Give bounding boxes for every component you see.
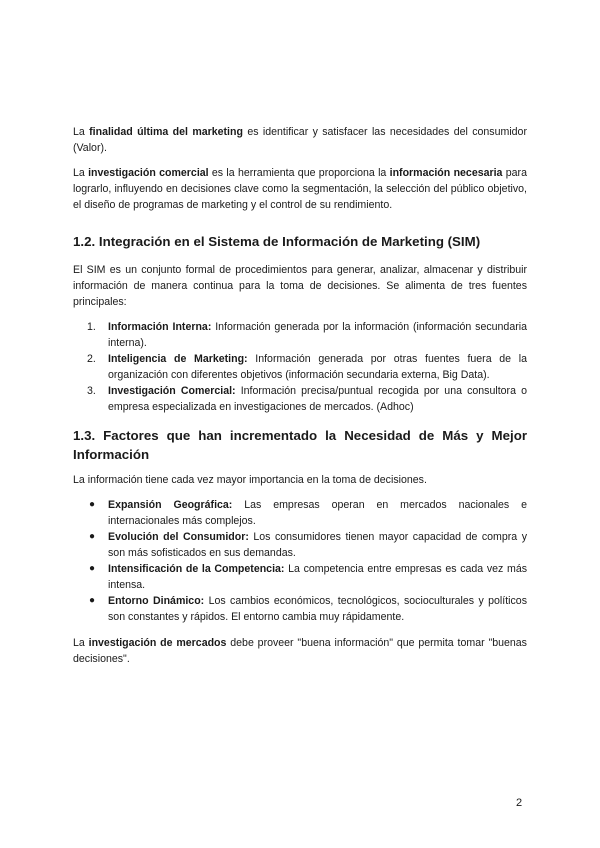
factors-list: [73, 497, 527, 625]
intro-paragraph-2: [73, 165, 527, 213]
factors-paragraph: La información tiene cada vez mayor importancia en la toma de decisiones.: [73, 474, 427, 486]
text: para lograrlo, influyendo en decisiones clave como la segmentación, la selección del público objetivo, el diseño de programas de marketing y el control de su rendimiento.: [73, 167, 527, 211]
list-item: [73, 319, 527, 351]
bullet-icon: ●: [89, 563, 96, 574]
bullet-icon: ●: [89, 499, 96, 510]
list-number: 2.: [87, 353, 96, 365]
bullet-icon: ●: [89, 531, 96, 542]
list-item: [73, 561, 527, 593]
page-number: 2: [516, 797, 523, 809]
list-item: [73, 383, 527, 415]
bold-text: investigación comercial: [88, 167, 209, 179]
intro-paragraph-1: [73, 124, 527, 156]
list-item: [73, 529, 527, 561]
sim-sources-list: [73, 319, 527, 415]
list-item-text: Los consumidores tienen mayor capacidad de compra y son más sofisticados en sus demandas.: [108, 531, 527, 559]
list-item-title: Entorno Dinámico:: [108, 595, 205, 607]
document-page: [73, 124, 527, 667]
list-item: [73, 351, 527, 383]
text: La: [73, 637, 89, 649]
bold-text: investigación de mercados: [88, 637, 227, 649]
text: es la herramienta que proporciona la: [208, 167, 390, 179]
bold-text: finalidad última del marketing: [89, 126, 243, 138]
list-number: 3.: [87, 385, 96, 397]
text: La: [73, 126, 90, 138]
list-item: [73, 497, 527, 529]
section-heading-sim: 1.2. Integración en el Sistema de Información de Marketing (SIM): [73, 234, 481, 249]
text: La: [73, 167, 89, 179]
list-item-text: Los cambios económicos, tecnológicos, socioculturales y políticos son constantes y rápidos. El entorno cambia muy rápidamente.: [108, 595, 527, 623]
text: es identificar y satisfacer las necesidades del consumidor (Valor).: [73, 126, 527, 154]
list-item-text: Información precisa/puntual recogida por una consultora o empresa especializada en investigaciones de mercados. (Adhoc): [108, 385, 527, 413]
text: debe proveer "buena información" que permita tomar "buenas decisiones".: [73, 637, 527, 665]
bullet-icon: ●: [89, 595, 96, 606]
list-item-title: Inteligencia de Marketing:: [108, 353, 248, 365]
list-item-title: Información Interna:: [108, 321, 212, 333]
bold-text: información necesaria: [389, 167, 503, 179]
section-heading-factors: 1.3. Factores que han incrementado la Necesidad de Más y Mejor Información: [73, 428, 527, 462]
list-number: 1.: [87, 321, 96, 333]
list-item-title: Investigación Comercial:: [108, 385, 236, 397]
list-item-title: Intensificación de la Competencia:: [108, 563, 285, 575]
sim-paragraph: El SIM es un conjunto formal de procedimientos para generar, analizar, almacenar y distribuir información de manera continua para la toma de decisiones. Se alimenta de tres fuentes principales:: [73, 264, 527, 308]
list-item-text: La competencia entre empresas es cada vez más intensa.: [108, 563, 528, 591]
list-item: [73, 593, 527, 625]
list-item-text: Las empresas operan en mercados nacionales e internacionales más complejos.: [108, 499, 527, 527]
list-item-text: Información generada por otras fuentes fuera de la organización con diferentes objetivos (información secundaria externa, Big Data).: [108, 353, 527, 381]
list-item-title: Expansión Geográfica:: [108, 499, 233, 511]
list-item-text: Información generada por la información (información secundaria interna).: [108, 321, 527, 349]
closing-paragraph: [73, 635, 527, 667]
list-item-title: Evolución del Consumidor:: [108, 531, 249, 543]
